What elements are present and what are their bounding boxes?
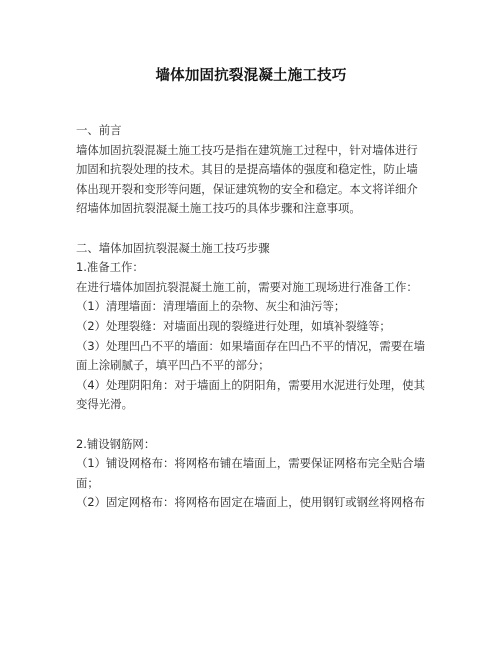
- list-item-continuation: 变得光滑。: [76, 397, 133, 412]
- list-item: （3）处理凹凸不平的墙面：如果墙面存在凹凸不平的情况，需要在墙: [76, 338, 425, 353]
- list-item-continuation: 面上涂刷腻子，填平凹凸不平的部分；: [76, 358, 270, 373]
- list-item-continuation: 面；: [76, 475, 99, 490]
- paragraph-line: 在进行墙体加固抗裂混凝土施工前，需要对施工现场进行准备工作：: [76, 279, 418, 294]
- paragraph-gap: [76, 219, 430, 239]
- list-item: （1）清理墙面：清理墙面上的杂物、灰尘和油污等；: [76, 299, 346, 314]
- paragraph-line: 墙体加固抗裂混凝土施工技巧是指在建筑施工过程中，针对墙体进行: [76, 142, 418, 157]
- paragraph-line: 体出现开裂和变形等问题，保证建筑物的安全和稳定。本文将详细介: [76, 181, 418, 196]
- section-heading: 一、前言: [76, 123, 122, 137]
- list-item: （2）处理裂缝：对墙面出现的裂缝进行处理，如填补裂缝等；: [76, 318, 391, 333]
- step-heading: 2.铺设钢筋网：: [76, 436, 156, 451]
- document-body: [76, 121, 430, 513]
- document-title: 墙体加固抗裂混凝土施工技巧: [155, 68, 347, 84]
- list-item: （2）固定网格布：将网格布固定在墙面上，使用钢钉或钢丝将网格布: [76, 495, 425, 510]
- list-item: （4）处理阴阳角：对于墙面上的阴阳角，需要用水泥进行处理，使其: [76, 377, 425, 392]
- step-heading: 1.准备工作：: [76, 260, 144, 275]
- list-item: （1）铺设网格布：将网格布铺在墙面上，需要保证网格布完全贴合墙: [76, 456, 425, 471]
- paragraph-line: 绍墙体加固抗裂混凝土施工技巧的具体步骤和注意事项。: [76, 201, 361, 216]
- paragraph-gap: [76, 415, 430, 435]
- section-heading: 二、墙体加固抗裂混凝土施工技巧步骤: [76, 240, 270, 255]
- paragraph-line: 加固和抗裂处理的技术。其目的是提高墙体的强度和稳定性，防止墙: [76, 162, 418, 177]
